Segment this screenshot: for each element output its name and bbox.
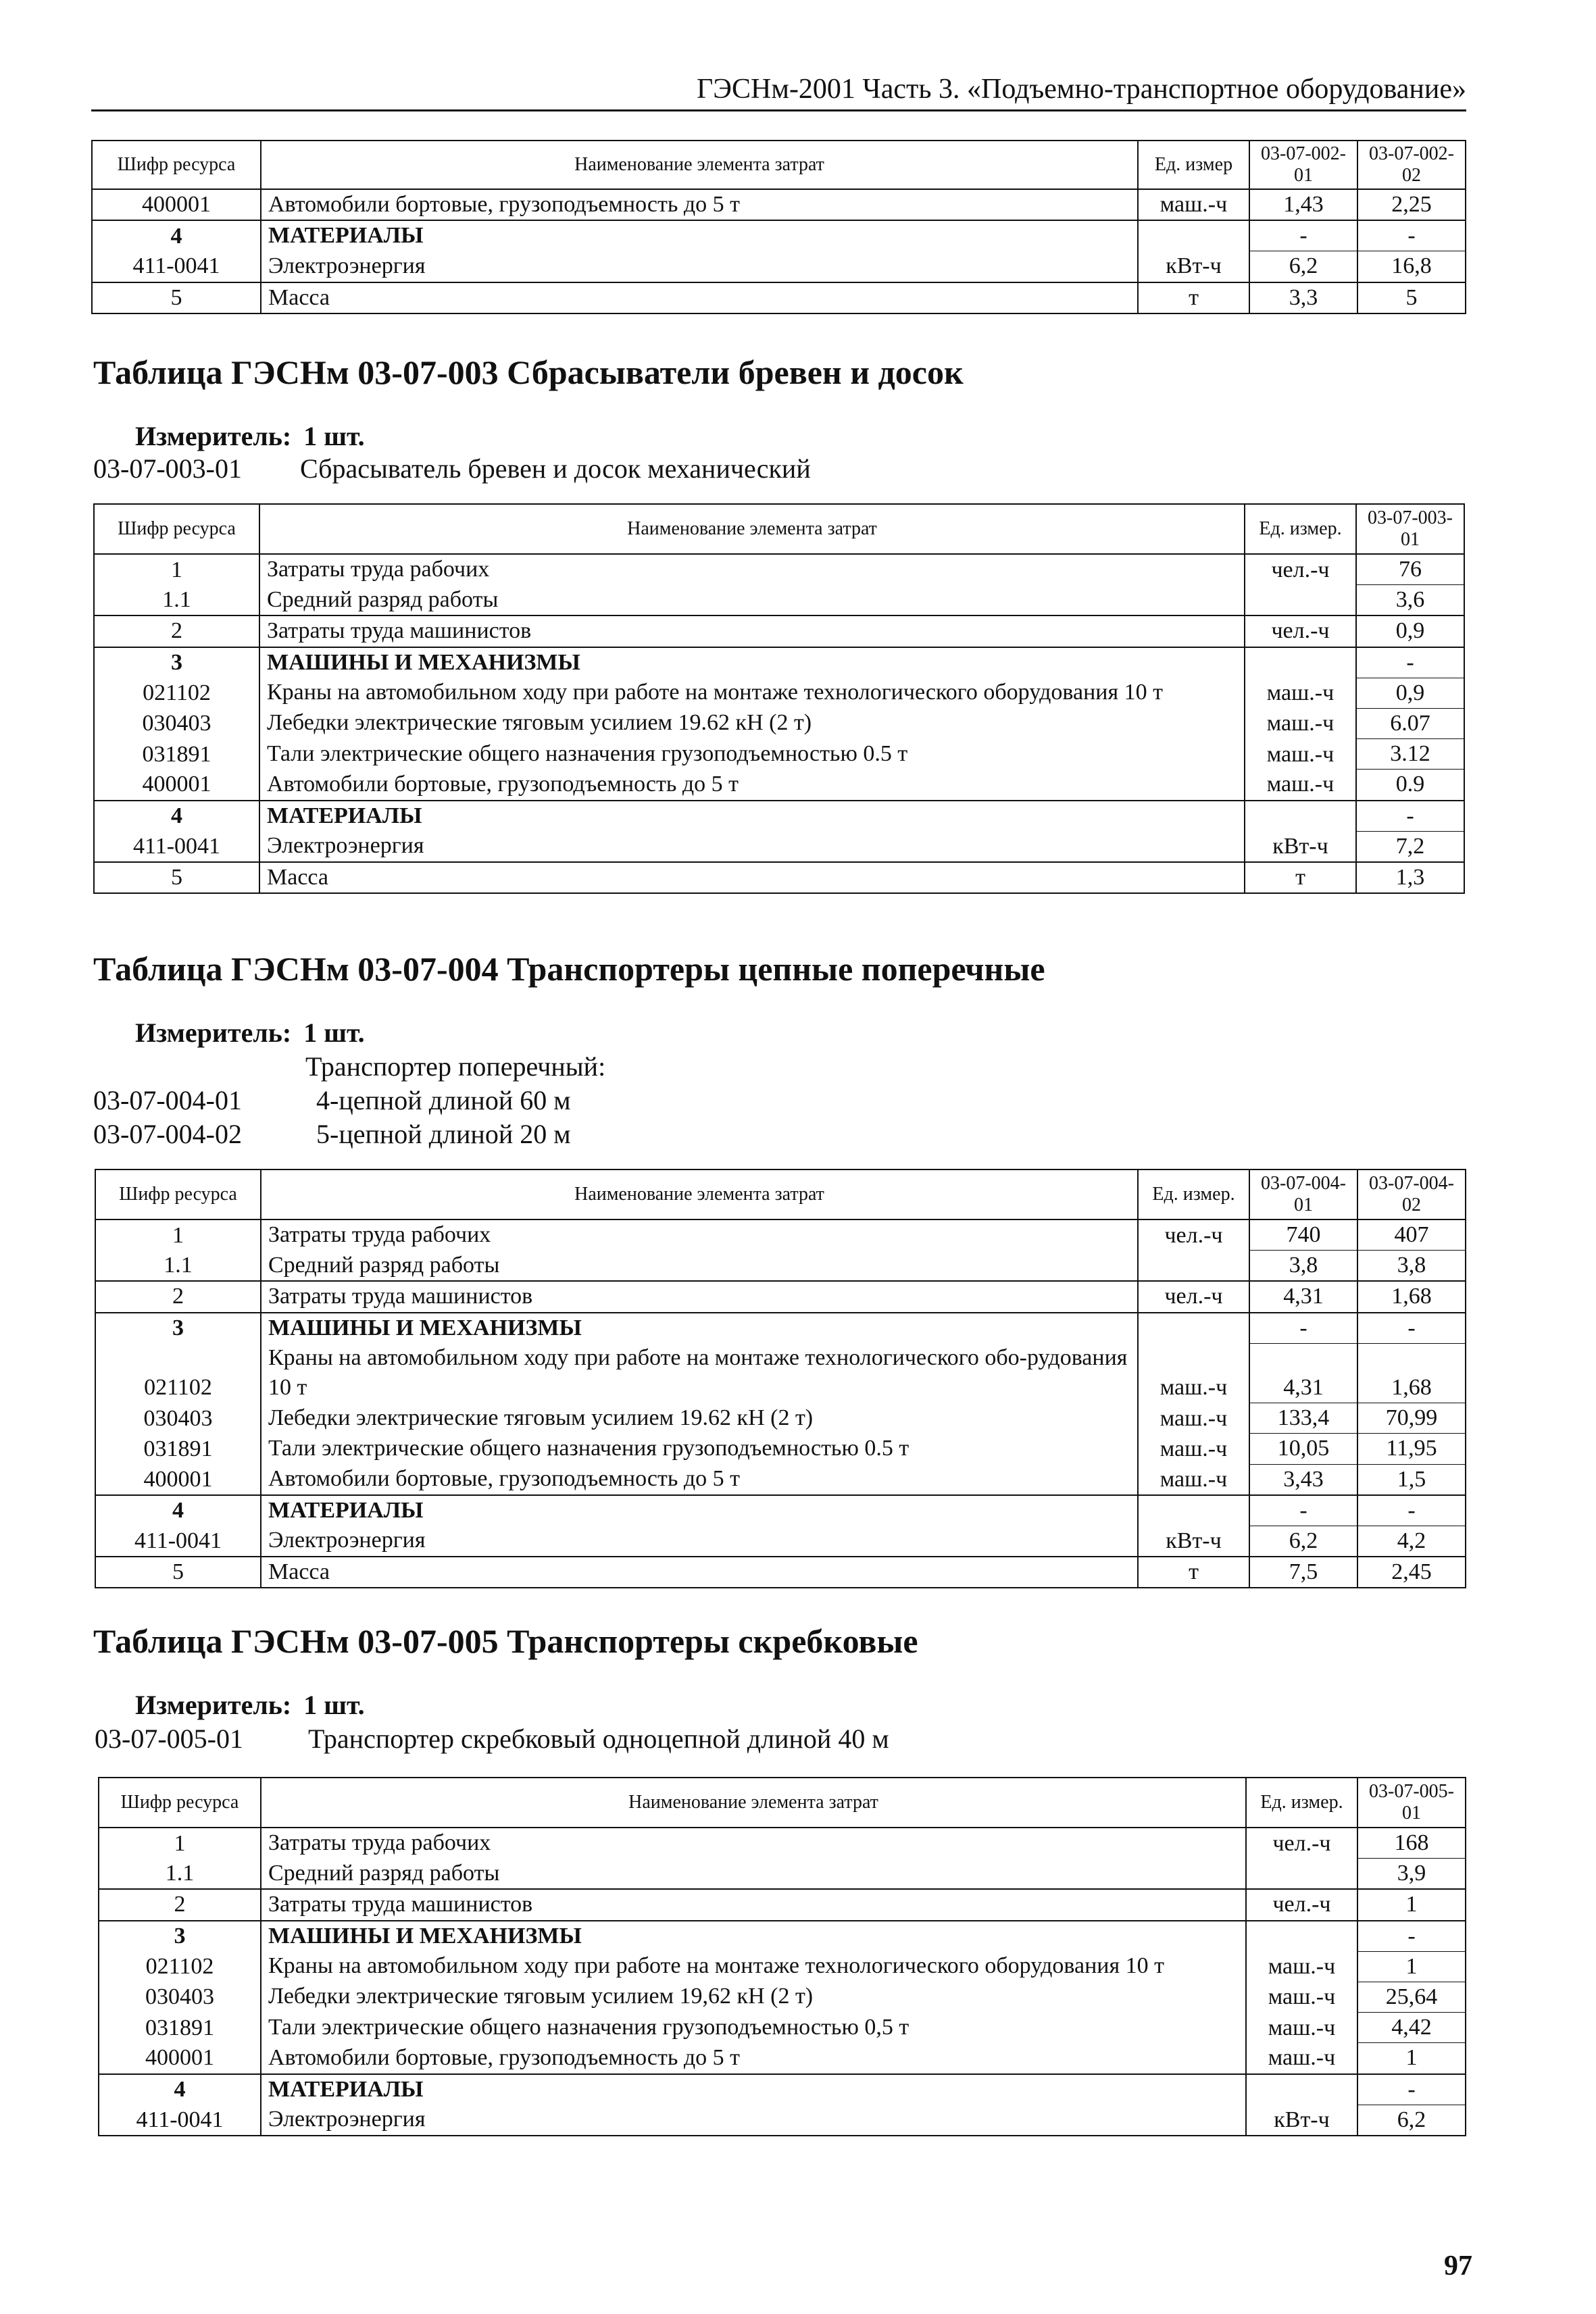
cell-unit	[1246, 1859, 1357, 1890]
meter-label: Измеритель:	[135, 1017, 292, 1048]
cell-cost-element: Тали электрические общего назначения грузоподъемностью 0,5 т	[261, 2013, 1246, 2043]
cell-resource-code: 3	[99, 1921, 261, 1952]
resource-table-003	[93, 503, 1465, 894]
cell-value: 4,42	[1357, 2013, 1466, 2043]
cell-resource-code: 1.1	[99, 1859, 261, 1890]
table-title-005: Таблица ГЭСНм 03-07-005 Транспортеры скребковые	[93, 1622, 918, 1660]
cell-value: 3,3	[1249, 282, 1357, 313]
cell-cost-element: Электроэнергия	[261, 1526, 1138, 1557]
cell-unit	[1138, 220, 1249, 251]
table-row	[99, 1889, 1466, 1920]
cell-value: 5	[1357, 282, 1466, 313]
cell-unit	[1246, 1921, 1357, 1952]
cell-resource-code: 411-0041	[95, 1526, 261, 1557]
cell-cost-element: Краны на автомобильном ходу при работе на монтаже технологического обо-рудования 10 т	[261, 1343, 1138, 1403]
cell-resource-code: 2	[99, 1889, 261, 1920]
variant-line	[95, 1723, 889, 1755]
cell-cost-element: Лебедки электрические тяговым усилием 19,62 кН (2 т)	[261, 1982, 1246, 2012]
cell-unit: маш.-ч	[1138, 189, 1249, 220]
cell-unit: маш.-ч	[1246, 2043, 1357, 2074]
cell-resource-code: 4	[99, 2074, 261, 2105]
cell-resource-code: 031891	[99, 2013, 261, 2043]
col-header-code: Шифр ресурса	[94, 504, 259, 554]
table-row	[94, 801, 1464, 832]
cell-value: 133,4	[1249, 1403, 1357, 1434]
cell-value: 6,2	[1357, 2105, 1466, 2136]
cell-unit: кВт-ч	[1138, 251, 1249, 282]
cell-value: 4,31	[1249, 1281, 1357, 1312]
cell-value: 3,9	[1357, 1859, 1466, 1890]
cell-value: 1	[1357, 1951, 1466, 1982]
cell-unit: маш.-ч	[1246, 2013, 1357, 2043]
meter-value: 1 шт.	[303, 1690, 365, 1720]
table-row	[94, 708, 1464, 738]
meter-003	[135, 420, 365, 452]
cell-unit	[1245, 647, 1356, 678]
cell-cost-element: МАШИНЫ И МЕХАНИЗМЫ	[261, 1921, 1246, 1952]
cell-resource-code: 4	[92, 220, 261, 251]
variant-text: Сбрасыватель бревен и досок механический	[300, 453, 811, 484]
cell-value: 25,64	[1357, 1982, 1466, 2012]
cell-cost-element: МАШИНЫ И МЕХАНИЗМЫ	[259, 647, 1245, 678]
cell-value: 0,9	[1356, 678, 1464, 708]
cell-value: 1	[1357, 2043, 1466, 2074]
table-row	[95, 1281, 1466, 1312]
cell-resource-code: 030403	[94, 708, 259, 738]
variant-code: 03-07-004-02	[93, 1119, 242, 1149]
cell-cost-element: Средний разряд работы	[261, 1251, 1138, 1282]
resource-table-002	[91, 140, 1466, 314]
cell-value: 2,45	[1357, 1557, 1466, 1588]
col-header-unit: Ед. измер.	[1246, 1778, 1357, 1828]
cell-value: 76	[1356, 554, 1464, 585]
cell-unit: кВт-ч	[1246, 2105, 1357, 2136]
cell-resource-code: 1	[95, 1219, 261, 1251]
cell-unit: маш.-ч	[1246, 1951, 1357, 1982]
cell-unit: кВт-ч	[1138, 1526, 1249, 1557]
table-row	[99, 1982, 1466, 2012]
cell-unit: т	[1138, 1557, 1249, 1588]
cell-value: -	[1356, 801, 1464, 832]
table-row	[94, 831, 1464, 862]
table-row	[92, 220, 1466, 251]
cell-resource-code: 411-0041	[94, 831, 259, 862]
table-row	[95, 1219, 1466, 1251]
col-header-variant: 03-07-005-01	[1357, 1778, 1466, 1828]
cell-value: 3,8	[1249, 1251, 1357, 1282]
table-row	[99, 2074, 1466, 2105]
cell-value: -	[1356, 647, 1464, 678]
table-row	[95, 1434, 1466, 1464]
cell-cost-element: Затраты труда рабочих	[261, 1219, 1138, 1251]
table-row	[95, 1526, 1466, 1557]
cell-value: 3,43	[1249, 1464, 1357, 1495]
cell-cost-element: МАШИНЫ И МЕХАНИЗМЫ	[261, 1313, 1138, 1344]
cell-value: 2,25	[1357, 189, 1466, 220]
variant-text: 4-цепной длиной 60 м	[316, 1085, 571, 1115]
cell-value: 3,8	[1357, 1251, 1466, 1282]
cell-unit: т	[1138, 282, 1249, 313]
cell-value: 0,9	[1356, 615, 1464, 647]
cell-cost-element: МАТЕРИАЛЫ	[259, 801, 1245, 832]
cell-cost-element: Масса	[261, 282, 1138, 313]
cell-resource-code: 3	[94, 647, 259, 678]
variant-code: 03-07-005-01	[95, 1724, 243, 1754]
cell-value: 1,3	[1356, 862, 1464, 893]
cell-unit	[1138, 1495, 1249, 1526]
cell-unit	[1138, 1251, 1249, 1282]
cell-resource-code: 030403	[95, 1403, 261, 1434]
cell-value: -	[1357, 1921, 1466, 1952]
cell-unit: чел.-ч	[1246, 1889, 1357, 1920]
col-header-variant: 03-07-002-01	[1249, 141, 1357, 189]
cell-unit: маш.-ч	[1246, 1982, 1357, 2012]
col-header-name: Наименование элемента затрат	[261, 1778, 1246, 1828]
cell-unit: маш.-ч	[1138, 1434, 1249, 1464]
table-row	[94, 615, 1464, 647]
col-header-code: Шифр ресурса	[95, 1169, 261, 1219]
col-header-unit: Ед. измер.	[1138, 1169, 1249, 1219]
cell-cost-element: Средний разряд работы	[259, 585, 1245, 616]
cell-resource-code: 411-0041	[99, 2105, 261, 2136]
cell-resource-code: 030403	[99, 1982, 261, 2012]
cell-unit: чел.-ч	[1246, 1828, 1357, 1859]
cell-unit: маш.-ч	[1138, 1464, 1249, 1495]
variant-text: Транспортер скребковый одноцепной длиной 40 м	[308, 1724, 889, 1754]
cell-unit: чел.-ч	[1138, 1281, 1249, 1312]
col-header-variant: 03-07-003-01	[1356, 504, 1464, 554]
table-row	[95, 1251, 1466, 1282]
col-header-unit: Ед. измер.	[1245, 504, 1356, 554]
cell-unit	[1245, 585, 1356, 616]
cell-resource-code: 1	[94, 554, 259, 585]
meter-005	[135, 1689, 365, 1721]
cell-unit: маш.-ч	[1138, 1343, 1249, 1403]
cell-value: 1	[1357, 1889, 1466, 1920]
cell-cost-element: Краны на автомобильном ходу при работе на монтаже технологического оборудования 10 т	[261, 1951, 1246, 1982]
table-row	[94, 647, 1464, 678]
table-row	[95, 1343, 1466, 1403]
cell-cost-element: Автомобили бортовые, грузоподъемность до 5 т	[259, 770, 1245, 801]
cell-resource-code: 5	[92, 282, 261, 313]
cell-value: 6,2	[1249, 1526, 1357, 1557]
table-row	[94, 585, 1464, 616]
cell-value: 16,8	[1357, 251, 1466, 282]
col-header-code: Шифр ресурса	[92, 141, 261, 189]
table-row	[94, 554, 1464, 585]
cell-value: -	[1249, 1313, 1357, 1344]
table-row	[94, 770, 1464, 801]
cell-resource-code: 021102	[95, 1343, 261, 1403]
table-row	[94, 862, 1464, 893]
variant-line	[93, 1118, 571, 1150]
cell-cost-element: Тали электрические общего назначения грузоподъемностью 0.5 т	[259, 739, 1245, 770]
cell-value: -	[1357, 2074, 1466, 2105]
page-number: 97	[1444, 2250, 1472, 2282]
meter-004	[135, 1017, 365, 1049]
table-row	[95, 1495, 1466, 1526]
cell-value: 0.9	[1356, 770, 1464, 801]
cell-resource-code: 4	[95, 1495, 261, 1526]
meter-label: Измеритель:	[135, 1690, 292, 1720]
cell-value: 1,5	[1357, 1464, 1466, 1495]
cell-value: -	[1249, 1495, 1357, 1526]
col-header-name: Наименование элемента затрат	[261, 141, 1138, 189]
cell-value: 10,05	[1249, 1434, 1357, 1464]
cell-resource-code: 400001	[92, 189, 261, 220]
meter-value: 1 шт.	[303, 421, 365, 451]
table-row	[99, 2043, 1466, 2074]
cell-unit: чел.-ч	[1138, 1219, 1249, 1251]
cell-cost-element: Затраты труда рабочих	[261, 1828, 1246, 1859]
cell-value: 6,2	[1249, 251, 1357, 282]
cell-cost-element: Лебедки электрические тяговым усилием 19.62 кН (2 т)	[261, 1403, 1138, 1434]
resource-table-005	[98, 1777, 1466, 2136]
cell-value: -	[1357, 1313, 1466, 1344]
cell-value: 3,6	[1356, 585, 1464, 616]
cell-resource-code: 031891	[94, 739, 259, 770]
table-title-003: Таблица ГЭСНм 03-07-003 Сбрасыватели бревен и досок	[93, 353, 964, 391]
table-row	[99, 1828, 1466, 1859]
cell-resource-code: 2	[94, 615, 259, 647]
table-row	[95, 1313, 1466, 1344]
col-header-variant: 03-07-004-01	[1249, 1169, 1357, 1219]
cell-cost-element: Масса	[261, 1557, 1138, 1588]
cell-cost-element: Тали электрические общего назначения грузоподъемностью 0.5 т	[261, 1434, 1138, 1464]
variant-group-label: Транспортер поперечный:	[305, 1051, 606, 1082]
cell-unit: маш.-ч	[1245, 678, 1356, 708]
table-row	[99, 1859, 1466, 1890]
cell-cost-element: Электроэнергия	[261, 2105, 1246, 2136]
variant-code: 03-07-003-01	[93, 453, 242, 484]
cell-resource-code: 5	[94, 862, 259, 893]
cell-resource-code: 400001	[95, 1464, 261, 1495]
col-header-name: Наименование элемента затрат	[259, 504, 1245, 554]
cell-value: 4,2	[1357, 1526, 1466, 1557]
cell-resource-code: 1.1	[94, 585, 259, 616]
cell-unit: маш.-ч	[1245, 708, 1356, 738]
cell-value: 1,43	[1249, 189, 1357, 220]
cell-cost-element: Автомобили бортовые, грузоподъемность до 5 т	[261, 189, 1138, 220]
running-header: ГЭСНм-2001 Часть 3. «Подъемно-транспортное оборудование»	[91, 73, 1466, 111]
cell-resource-code: 400001	[94, 770, 259, 801]
cell-cost-element: Автомобили бортовые, грузоподъемность до 5 т	[261, 2043, 1246, 2074]
table-row	[92, 189, 1466, 220]
cell-value: 168	[1357, 1828, 1466, 1859]
table-row	[95, 1403, 1466, 1434]
table-row	[95, 1557, 1466, 1588]
cell-unit: маш.-ч	[1245, 770, 1356, 801]
cell-value: -	[1357, 220, 1466, 251]
cell-cost-element: Лебедки электрические тяговым усилием 19.62 кН (2 т)	[259, 708, 1245, 738]
cell-cost-element: Затраты труда рабочих	[259, 554, 1245, 585]
variant-text: 5-цепной длиной 20 м	[316, 1119, 571, 1149]
cell-resource-code: 031891	[95, 1434, 261, 1464]
cell-value: -	[1249, 220, 1357, 251]
cell-unit: чел.-ч	[1245, 615, 1356, 647]
cell-unit	[1245, 801, 1356, 832]
cell-cost-element: Масса	[259, 862, 1245, 893]
meter-value: 1 шт.	[303, 1017, 365, 1048]
variant-line	[93, 453, 811, 484]
table-row	[95, 1464, 1466, 1495]
cell-cost-element: МАТЕРИАЛЫ	[261, 220, 1138, 251]
cell-resource-code: 021102	[94, 678, 259, 708]
cell-unit: маш.-ч	[1245, 739, 1356, 770]
cell-cost-element: Средний разряд работы	[261, 1859, 1246, 1890]
table-row	[94, 678, 1464, 708]
cell-unit: кВт-ч	[1245, 831, 1356, 862]
col-header-unit: Ед. измер	[1138, 141, 1249, 189]
cell-value: 11,95	[1357, 1434, 1466, 1464]
cell-cost-element: Электроэнергия	[261, 251, 1138, 282]
meter-label: Измеритель:	[135, 421, 292, 451]
cell-value: 7,5	[1249, 1557, 1357, 1588]
cell-value: 6.07	[1356, 708, 1464, 738]
cell-cost-element: Затраты труда машинистов	[259, 615, 1245, 647]
cell-value: 740	[1249, 1219, 1357, 1251]
col-header-code: Шифр ресурса	[99, 1778, 261, 1828]
cell-resource-code: 2	[95, 1281, 261, 1312]
table-row	[99, 2105, 1466, 2136]
table-row	[94, 739, 1464, 770]
cell-unit: т	[1245, 862, 1356, 893]
cell-resource-code: 021102	[99, 1951, 261, 1982]
table-row	[99, 2013, 1466, 2043]
cell-unit	[1138, 1313, 1249, 1344]
cell-resource-code: 3	[95, 1313, 261, 1344]
cell-cost-element: Затраты труда машинистов	[261, 1281, 1138, 1312]
cell-unit: чел.-ч	[1245, 554, 1356, 585]
variant-line	[93, 1084, 571, 1116]
col-header-name: Наименование элемента затрат	[261, 1169, 1138, 1219]
cell-value: 7,2	[1356, 831, 1464, 862]
table-row	[92, 282, 1466, 313]
cell-value: 1,68	[1357, 1343, 1466, 1403]
table-row	[99, 1921, 1466, 1952]
cell-cost-element: Краны на автомобильном ходу при работе на монтаже технологического оборудования 10 т	[259, 678, 1245, 708]
cell-value: 70,99	[1357, 1403, 1466, 1434]
cell-value: 4,31	[1249, 1343, 1357, 1403]
cell-value: 407	[1357, 1219, 1466, 1251]
cell-resource-code: 400001	[99, 2043, 261, 2074]
col-header-variant: 03-07-004-02	[1357, 1169, 1466, 1219]
table-row	[99, 1951, 1466, 1982]
table-title-004: Таблица ГЭСНм 03-07-004 Транспортеры цепные поперечные	[93, 950, 1045, 988]
cell-cost-element: Электроэнергия	[259, 831, 1245, 862]
table-row	[92, 251, 1466, 282]
cell-cost-element: МАТЕРИАЛЫ	[261, 2074, 1246, 2105]
cell-cost-element: Автомобили бортовые, грузоподъемность до 5 т	[261, 1464, 1138, 1495]
cell-unit	[1246, 2074, 1357, 2105]
cell-resource-code: 5	[95, 1557, 261, 1588]
cell-value: 1,68	[1357, 1281, 1466, 1312]
cell-resource-code: 1.1	[95, 1251, 261, 1282]
cell-resource-code: 411-0041	[92, 251, 261, 282]
cell-resource-code: 1	[99, 1828, 261, 1859]
cell-resource-code: 4	[94, 801, 259, 832]
cell-value: 3.12	[1356, 739, 1464, 770]
cell-value: -	[1357, 1495, 1466, 1526]
cell-unit: маш.-ч	[1138, 1403, 1249, 1434]
resource-table-004	[95, 1169, 1466, 1588]
variant-code: 03-07-004-01	[93, 1085, 242, 1115]
cell-cost-element: МАТЕРИАЛЫ	[261, 1495, 1138, 1526]
cell-cost-element: Затраты труда машинистов	[261, 1889, 1246, 1920]
col-header-variant: 03-07-002-02	[1357, 141, 1466, 189]
